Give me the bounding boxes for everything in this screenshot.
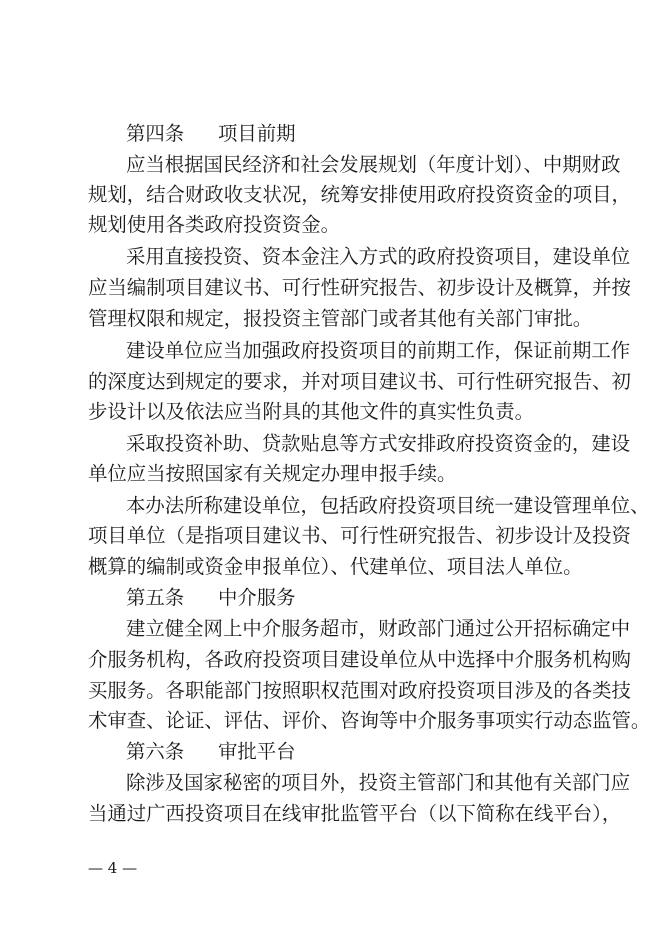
paragraph-line: 规划使用各类政府投资资金。 <box>88 213 341 236</box>
article-title: 项目前期 <box>218 122 296 145</box>
paragraph-line: 除涉及国家秘密的项目外，投资主管部门和其他有关部门应 <box>126 771 631 794</box>
paragraph-line: 步设计以及依法应当附具的其他文件的真实性负责。 <box>88 400 534 423</box>
article-heading <box>88 740 588 764</box>
paragraph-line: 项目单位（是指项目建议书、可行性研究报告、初步设计及投资 <box>88 524 631 547</box>
article-heading <box>88 586 588 610</box>
article-number: 第四条 <box>126 122 185 145</box>
paragraph-line: 介服务机构，各政府投资项目建设单位从中选择中介服务机构购 <box>88 648 631 671</box>
paragraph-line: 规划，结合财政收支状况，统筹安排使用政府投资资金的项目， <box>88 183 631 206</box>
paragraph-line: 应当编制项目建议书、可行性研究报告、初步设计及概算，并按 <box>88 276 631 299</box>
paragraph-line: 的深度达到规定的要求，并对项目建议书、可行性研究报告、初 <box>88 370 631 393</box>
paragraph-line: 术审查、论证、评估、评价、咨询等中介服务事项实行动态监管。 <box>88 709 651 732</box>
paragraph-line: 单位应当按照国家有关规定办理申报手续。 <box>88 462 457 485</box>
paragraph-line: 采用直接投资、资本金注入方式的政府投资项目，建设单位 <box>126 245 631 268</box>
paragraph-line: 采取投资补助、贷款贴息等方式安排政府投资资金的，建设 <box>126 432 631 455</box>
paragraph-line: 概算的编制或资金申报单位）、代建单位、项目法人单位。 <box>88 555 583 578</box>
article-title: 审批平台 <box>218 740 296 763</box>
paragraph-line: 买服务。各职能部门按照职权范围对政府投资项目涉及的各类技 <box>88 679 631 702</box>
article-number: 第五条 <box>126 586 185 609</box>
paragraph-line: 管理权限和规定，报投资主管部门或者其他有关部门审批。 <box>88 307 593 330</box>
paragraph-line: 建立健全网上中介服务超市，财政部门通过公开招标确定中 <box>126 617 631 640</box>
paragraph-line: 应当根据国民经济和社会发展规划（年度计划）、中期财政 <box>126 153 621 176</box>
paragraph-line: 建设单位应当加强政府投资项目的前期工作，保证前期工作 <box>126 339 631 362</box>
article-heading <box>88 122 588 146</box>
paragraph-line: 本办法所称建设单位，包括政府投资项目统一建设管理单位、 <box>126 494 650 517</box>
page-number: — 4 — <box>88 859 138 877</box>
paragraph-line: 当通过广西投资项目在线审批监管平台（以下简称在线平台）， <box>88 802 622 825</box>
article-number: 第六条 <box>126 740 185 763</box>
article-title: 中介服务 <box>218 586 296 609</box>
